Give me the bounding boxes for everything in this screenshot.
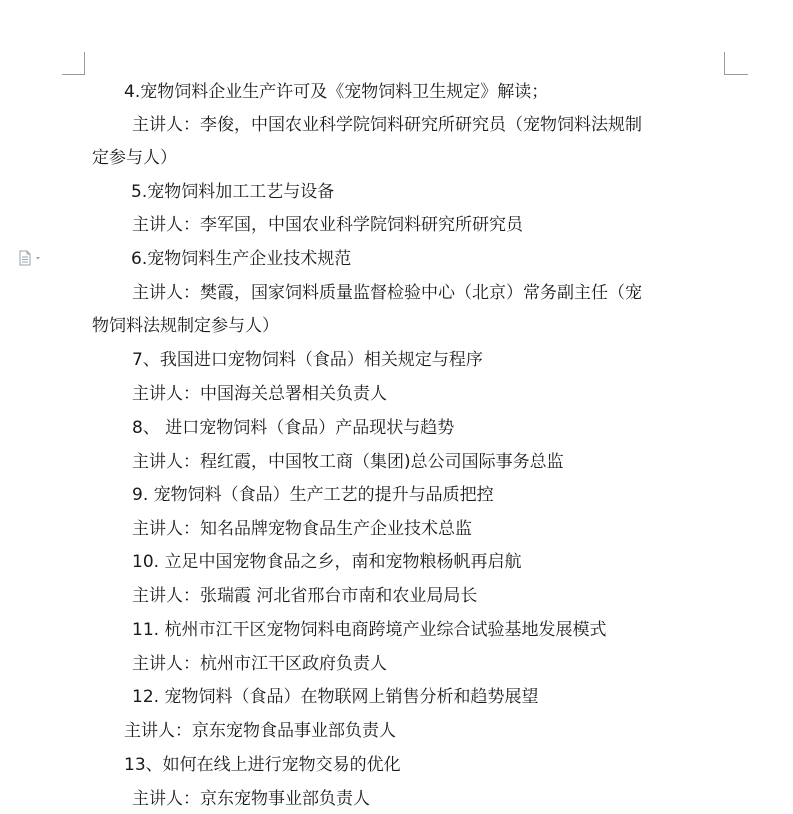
crop-mark-top-left (62, 74, 85, 75)
line-speaker-10: 主讲人：张瑞霞 河北省邢台市南和农业局局长 (132, 586, 478, 606)
line-item-7: 7、我国进口宠物饲料（食品）相关规定与程序 (132, 350, 483, 370)
line-item-11: 11. 杭州市江干区宠物饲料电商跨境产业综合试验基地发展模式 (132, 620, 607, 640)
line-item-12: 12. 宠物饲料（食品）在物联网上销售分析和趋势展望 (132, 687, 539, 707)
line-speaker-6: 主讲人：樊霞，国家饲料质量监督检验中心（北京）常务副主任（宠 (132, 283, 642, 303)
line-speaker-4-cont: 定参与人） (92, 148, 177, 168)
line-speaker-5: 主讲人：李军国，中国农业科学院饲料研究所研究员 (132, 215, 523, 235)
crop-mark-top-left (84, 52, 85, 74)
line-speaker-4: 主讲人：李俊，中国农业科学院饲料研究所研究员（宠物饲料法规制 (132, 115, 642, 135)
line-speaker-8: 主讲人：程红霞，中国牧工商（集团)总公司国际事务总监 (132, 452, 564, 472)
line-speaker-13: 主讲人：京东宠物事业部负责人 (132, 789, 370, 809)
line-speaker-7: 主讲人：中国海关总署相关负责人 (132, 384, 387, 404)
line-item-9: 9. 宠物饲料（食品）生产工艺的提升与品质把控 (132, 485, 494, 505)
line-speaker-12: 主讲人：京东宠物食品事业部负责人 (124, 721, 396, 741)
line-item-6: 6.宠物饲料生产企业技术规范 (131, 249, 352, 269)
line-item-4: 4.宠物饲料企业生产许可及《宠物饲料卫生规定》解读； (124, 82, 549, 102)
line-speaker-11: 主讲人：杭州市江干区政府负责人 (132, 654, 387, 674)
line-item-13: 13、如何在线上进行宠物交易的优化 (124, 755, 401, 775)
crop-mark-top-right (724, 52, 725, 74)
crop-mark-top-right (724, 74, 748, 75)
line-item-8: 8、 进口宠物饲料（食品）产品现状与趋势 (132, 418, 455, 438)
line-item-5: 5.宠物饲料加工工艺与设备 (131, 182, 335, 202)
line-speaker-9: 主讲人：知名品牌宠物食品生产企业技术总监 (132, 519, 472, 539)
line-speaker-6-cont: 物饲料法规制定参与人） (92, 316, 279, 336)
line-item-10: 10. 立足中国宠物食品之乡，南和宠物粮杨帆再启航 (132, 552, 522, 572)
